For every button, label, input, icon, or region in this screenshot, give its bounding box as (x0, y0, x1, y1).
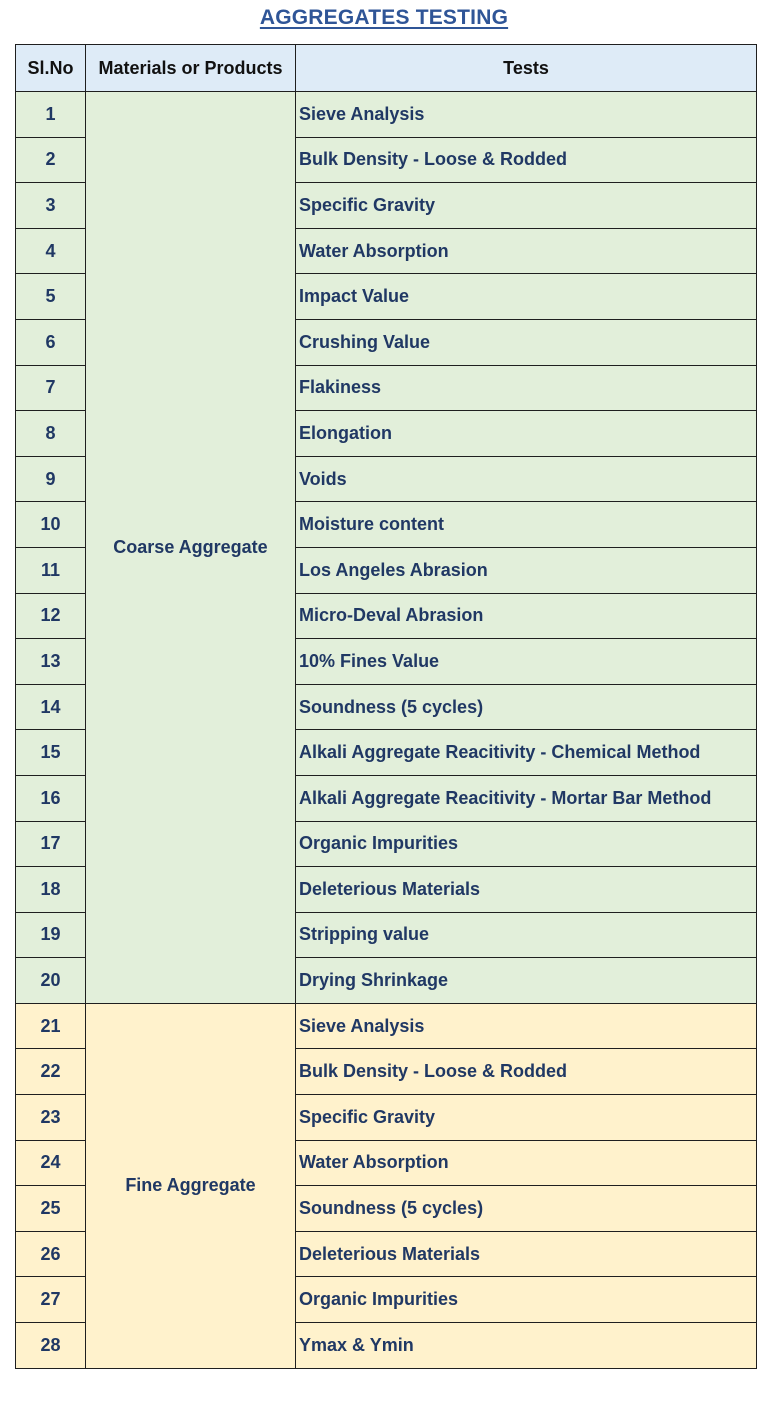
row-slno: 4 (16, 228, 86, 274)
row-slno: 7 (16, 365, 86, 411)
row-test-name: Soundness (5 cycles) (296, 1186, 757, 1232)
header-tests: Tests (296, 45, 757, 92)
row-test-name: Water Absorption (296, 228, 757, 274)
row-test-name: Voids (296, 456, 757, 502)
row-slno: 17 (16, 821, 86, 867)
row-test-name: Elongation (296, 411, 757, 457)
row-slno: 22 (16, 1049, 86, 1095)
row-slno: 20 (16, 958, 86, 1004)
row-slno: 21 (16, 1003, 86, 1049)
row-test-name: Stripping value (296, 912, 757, 958)
row-test-name: 10% Fines Value (296, 639, 757, 685)
row-slno: 18 (16, 867, 86, 913)
row-slno: 13 (16, 639, 86, 685)
aggregates-testing-table (15, 44, 757, 1369)
row-test-name: Ymax & Ymin (296, 1323, 757, 1369)
table-header-row (16, 45, 757, 92)
row-test-name: Impact Value (296, 274, 757, 320)
row-test-name: Drying Shrinkage (296, 958, 757, 1004)
row-test-name: Crushing Value (296, 319, 757, 365)
table-body (16, 92, 757, 1369)
row-slno: 5 (16, 274, 86, 320)
row-test-name: Specific Gravity (296, 183, 757, 229)
row-slno: 23 (16, 1095, 86, 1141)
row-test-name: Sieve Analysis (296, 1003, 757, 1049)
row-test-name: Bulk Density - Loose & Rodded (296, 137, 757, 183)
row-slno: 14 (16, 684, 86, 730)
row-test-name: Deleterious Materials (296, 1231, 757, 1277)
row-test-name: Alkali Aggregate Reacitivity - Mortar Bar Method (296, 775, 757, 821)
row-test-name: Organic Impurities (296, 1277, 757, 1323)
table-row (16, 1003, 757, 1049)
row-slno: 9 (16, 456, 86, 502)
row-slno: 10 (16, 502, 86, 548)
page-title: AGGREGATES TESTING (259, 6, 509, 29)
row-slno: 2 (16, 137, 86, 183)
row-slno: 24 (16, 1140, 86, 1186)
row-slno: 6 (16, 319, 86, 365)
row-slno: 28 (16, 1323, 86, 1369)
header-slno: Sl.No (16, 45, 86, 92)
row-slno: 15 (16, 730, 86, 776)
row-slno: 19 (16, 912, 86, 958)
material-cell: Fine Aggregate (86, 1003, 296, 1368)
row-test-name: Los Angeles Abrasion (296, 547, 757, 593)
row-test-name: Bulk Density - Loose & Rodded (296, 1049, 757, 1095)
row-test-name: Deleterious Materials (296, 867, 757, 913)
row-slno: 1 (16, 92, 86, 138)
header-materials: Materials or Products (86, 45, 296, 92)
row-slno: 25 (16, 1186, 86, 1232)
row-test-name: Alkali Aggregate Reacitivity - Chemical Method (296, 730, 757, 776)
row-slno: 16 (16, 775, 86, 821)
row-test-name: Soundness (5 cycles) (296, 684, 757, 730)
row-slno: 3 (16, 183, 86, 229)
row-test-name: Organic Impurities (296, 821, 757, 867)
row-test-name: Sieve Analysis (296, 92, 757, 138)
row-test-name: Micro-Deval Abrasion (296, 593, 757, 639)
row-slno: 11 (16, 547, 86, 593)
row-test-name: Flakiness (296, 365, 757, 411)
row-test-name: Specific Gravity (296, 1095, 757, 1141)
material-cell: Coarse Aggregate (86, 92, 296, 1004)
row-slno: 27 (16, 1277, 86, 1323)
row-test-name: Water Absorption (296, 1140, 757, 1186)
row-slno: 12 (16, 593, 86, 639)
row-slno: 8 (16, 411, 86, 457)
row-slno: 26 (16, 1231, 86, 1277)
table-row (16, 92, 757, 138)
row-test-name: Moisture content (296, 502, 757, 548)
